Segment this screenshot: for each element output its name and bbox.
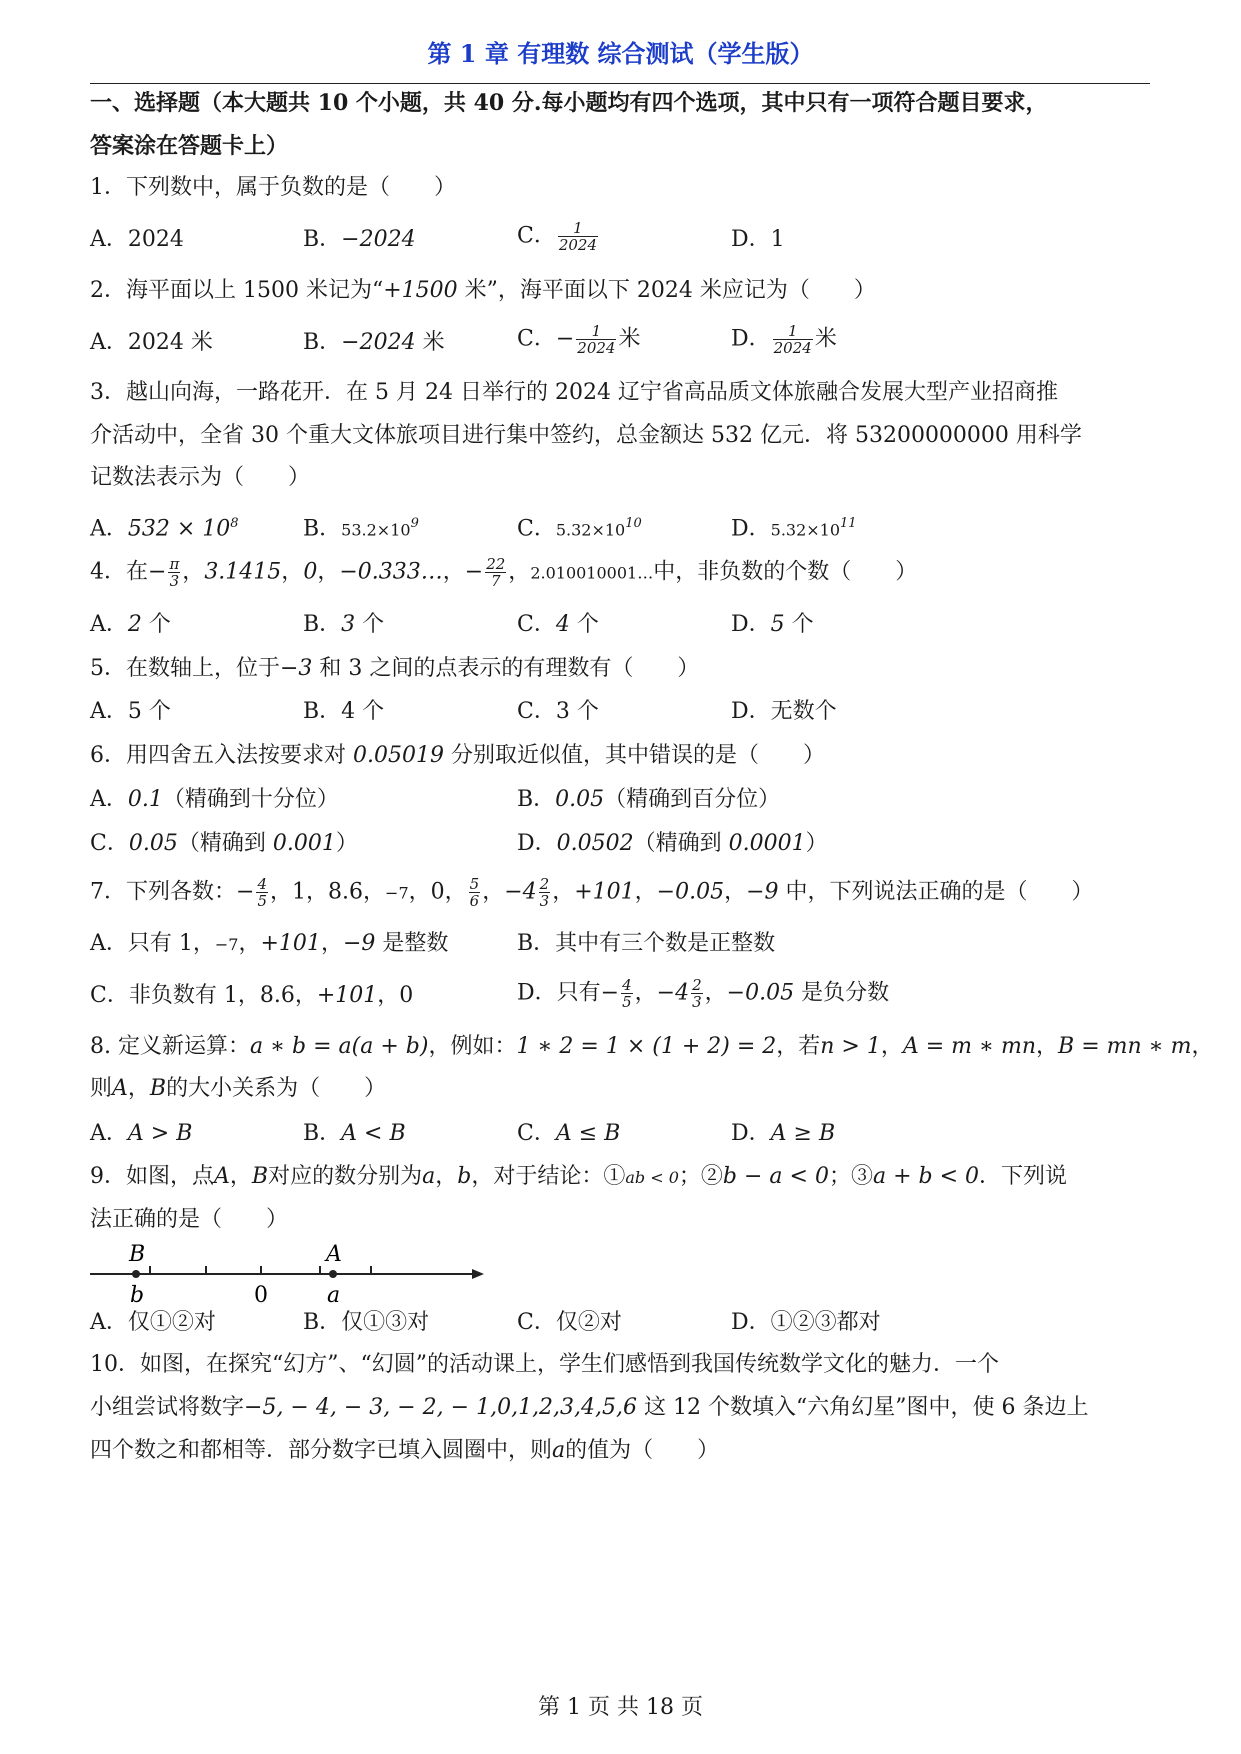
q2-option-d: D． $\frac{1}{2024}$ 米 <box>731 322 837 357</box>
q3-option-a: A．$532 \times 10^8$ <box>90 516 239 542</box>
fraction: $\frac{1}{2024}$ <box>773 322 812 357</box>
q9-stem-line1: 9．如图，点A，B对应的数分别为a，b，对于结论：①ab < 0；②b − a < 0；③a + b < 0．下列说 <box>90 1164 1068 1189</box>
fraction: $\frac{22}{7}$ <box>486 555 506 590</box>
q9-option-a: A．仅①②对 <box>90 1310 216 1335</box>
q5-stem: 5．在数轴上，位于−3 和 3 之间的点表示的有理数有（ ） <box>90 656 700 681</box>
q1-option-a: A．2024 <box>90 227 184 252</box>
point-b-value-label: b <box>130 1283 145 1306</box>
q10-stem-line3: 四个数之和都相等．部分数字已填入圆圈中，则a的值为（ ） <box>90 1438 720 1463</box>
q1-option-c: C． $\frac{1}{2024}$ <box>517 219 598 254</box>
q3-stem-line1: 3．越山向海，一路花开．在 5 月 24 日举行的 2024 辽宁省高品质文体旅融合发展大型产业招商推 <box>90 380 1058 405</box>
q7-stem: 7．下列各数：− $\frac{4}{5}$ ，1，8.6，−7，0， $\frac{5}{6}$ ，−4 $\frac{2}{3}$ ，+101，−0.05，−9 中，下列说法正确的是（ ） <box>90 875 1094 910</box>
zero-label: 0 <box>254 1283 268 1306</box>
q4-option-a: A．2 个 <box>90 612 171 637</box>
q4-option-b: B．3 个 <box>303 612 385 637</box>
q10-stem-line1: 10．如图，在探究“幻方”、“幻圆”的活动课上，学生们感悟到我国传统数学文化的魅力．一个 <box>90 1352 999 1377</box>
q2-option-a: A．2024 米 <box>90 330 213 355</box>
q7-option-c: C．非负数有 1，8.6，+101，0 <box>90 983 414 1008</box>
fraction: $\frac{1}{2024}$ <box>558 219 598 254</box>
fraction: $\frac{4}{5}$ <box>622 976 632 1011</box>
q1-option-d: D．1 <box>731 227 785 252</box>
fraction: $\frac{2}{3}$ <box>692 976 702 1011</box>
q8-option-c: C．A ≤ B <box>517 1121 621 1146</box>
q6-option-d: D．0.0502（精确到 0.0001） <box>517 831 828 856</box>
q7-option-b: B．其中有三个数是正整数 <box>517 931 776 956</box>
q6-stem: 6．用四舍五入法按要求对 0.05019 分别取近似值，其中错误的是（ ） <box>90 743 825 768</box>
fraction: $\frac{2}{3}$ <box>539 875 550 910</box>
q3-option-c: C．$5.32\times 10^{10}$ <box>517 516 642 542</box>
q2-stem: 2．海平面以上 1500 米记为“+1500 米”，海平面以下 2024 米应记为（ ） <box>90 278 876 303</box>
q8-option-a: A．A > B <box>90 1121 193 1146</box>
page-footer: 第 1 页 共 18 页 <box>538 1695 703 1720</box>
q6-option-c: C．0.05（精确到 0.001） <box>90 831 358 856</box>
q4-stem: 4．在− $\frac{\pi}{3}$ ，3.1415，0，−0.333…，− $\frac{22}{7}$ ，2.010010001…中，非负数的个数（ ） <box>90 555 918 590</box>
q2-option-b: B．−2024 米 <box>303 330 445 355</box>
title-divider <box>90 83 1150 84</box>
point-B-label: B <box>129 1242 146 1267</box>
q5-option-c: C．3 个 <box>517 699 599 724</box>
axis-arrow-icon <box>472 1269 484 1279</box>
fraction: $\frac{4}{5}$ <box>257 875 267 910</box>
q7-option-a: A．只有 1，−7，+101，−9 是整数 <box>90 931 449 956</box>
q5-option-d: D．无数个 <box>731 699 837 724</box>
q8-stem-line1: 8. 定义新运算：a ∗ b = a(a + b)，例如：1 ∗ 2 = 1 × (1 + 2) = 2，若n > 1，A = m ∗ mn，B = mn ∗ m， <box>90 1034 1214 1059</box>
q9-number-line-figure <box>88 1240 488 1306</box>
q7-option-d: D．只有− $\frac{4}{5}$ ，−4 $\frac{2}{3}$ ，−0.05 是负分数 <box>517 976 890 1011</box>
q9-option-c: C．仅②对 <box>517 1310 622 1335</box>
point-A-label: A <box>326 1242 342 1267</box>
q3-option-d: D．$5.32\times 10^{11}$ <box>731 516 857 542</box>
q1-stem: 1．下列数中，属于负数的是（ ） <box>90 175 456 200</box>
q8-option-d: D．A ≥ B <box>731 1121 836 1146</box>
q10-stem-line2: 小组尝试将数字−5, − 4, − 3, − 2, − 1,0,1,2,3,4,5,6 这 12 个数填入“六角幻星”图中，使 6 条边上 <box>90 1395 1089 1420</box>
point-a-marker <box>329 1270 337 1278</box>
q6-option-b: B．0.05（精确到百分位） <box>517 787 781 812</box>
q2-option-c: C．− $\frac{1}{2024}$ 米 <box>517 322 641 357</box>
q1-option-b: B．−2024 <box>303 227 416 252</box>
q3-option-b: B．$53.2\times 10^9$ <box>303 516 419 542</box>
q8-option-b: B．A < B <box>303 1121 406 1146</box>
q9-option-b: B．仅①③对 <box>303 1310 430 1335</box>
q8-stem-line2: 则A，B的大小关系为（ ） <box>90 1076 387 1101</box>
point-a-value-label: a <box>327 1283 341 1306</box>
q9-option-d: D．①②③都对 <box>731 1310 881 1335</box>
q3-stem-line2: 介活动中，全省 30 个重大文体旅项目进行集中签约，总金额达 532 亿元．将 53200000000 用科学 <box>90 423 1082 448</box>
q5-option-b: B．4 个 <box>303 699 385 724</box>
point-b-marker <box>132 1270 140 1278</box>
q4-option-c: C．4 个 <box>517 612 599 637</box>
fraction: $\frac{5}{6}$ <box>469 875 480 910</box>
q4-option-d: D．5 个 <box>731 612 814 637</box>
fraction: $\frac{\pi}{3}$ <box>169 555 180 590</box>
fraction: $\frac{1}{2024}$ <box>577 322 616 357</box>
section-heading-line1: 一、选择题（本大题共 10 个小题，共 40 分.每小题均有四个选项，其中只有一项符合题目要求， <box>90 90 1048 116</box>
page-title: 第 1 章 有理数 综合测试（学生版） <box>427 39 814 68</box>
q6-option-a: A．0.1（精确到十分位） <box>90 787 339 812</box>
q3-stem-line3: 记数法表示为（ ） <box>90 465 311 490</box>
q5-option-a: A．5 个 <box>90 699 171 724</box>
q9-stem-line2: 法正确的是（ ） <box>90 1207 289 1232</box>
section-heading-line2: 答案涂在答题卡上） <box>90 133 289 159</box>
